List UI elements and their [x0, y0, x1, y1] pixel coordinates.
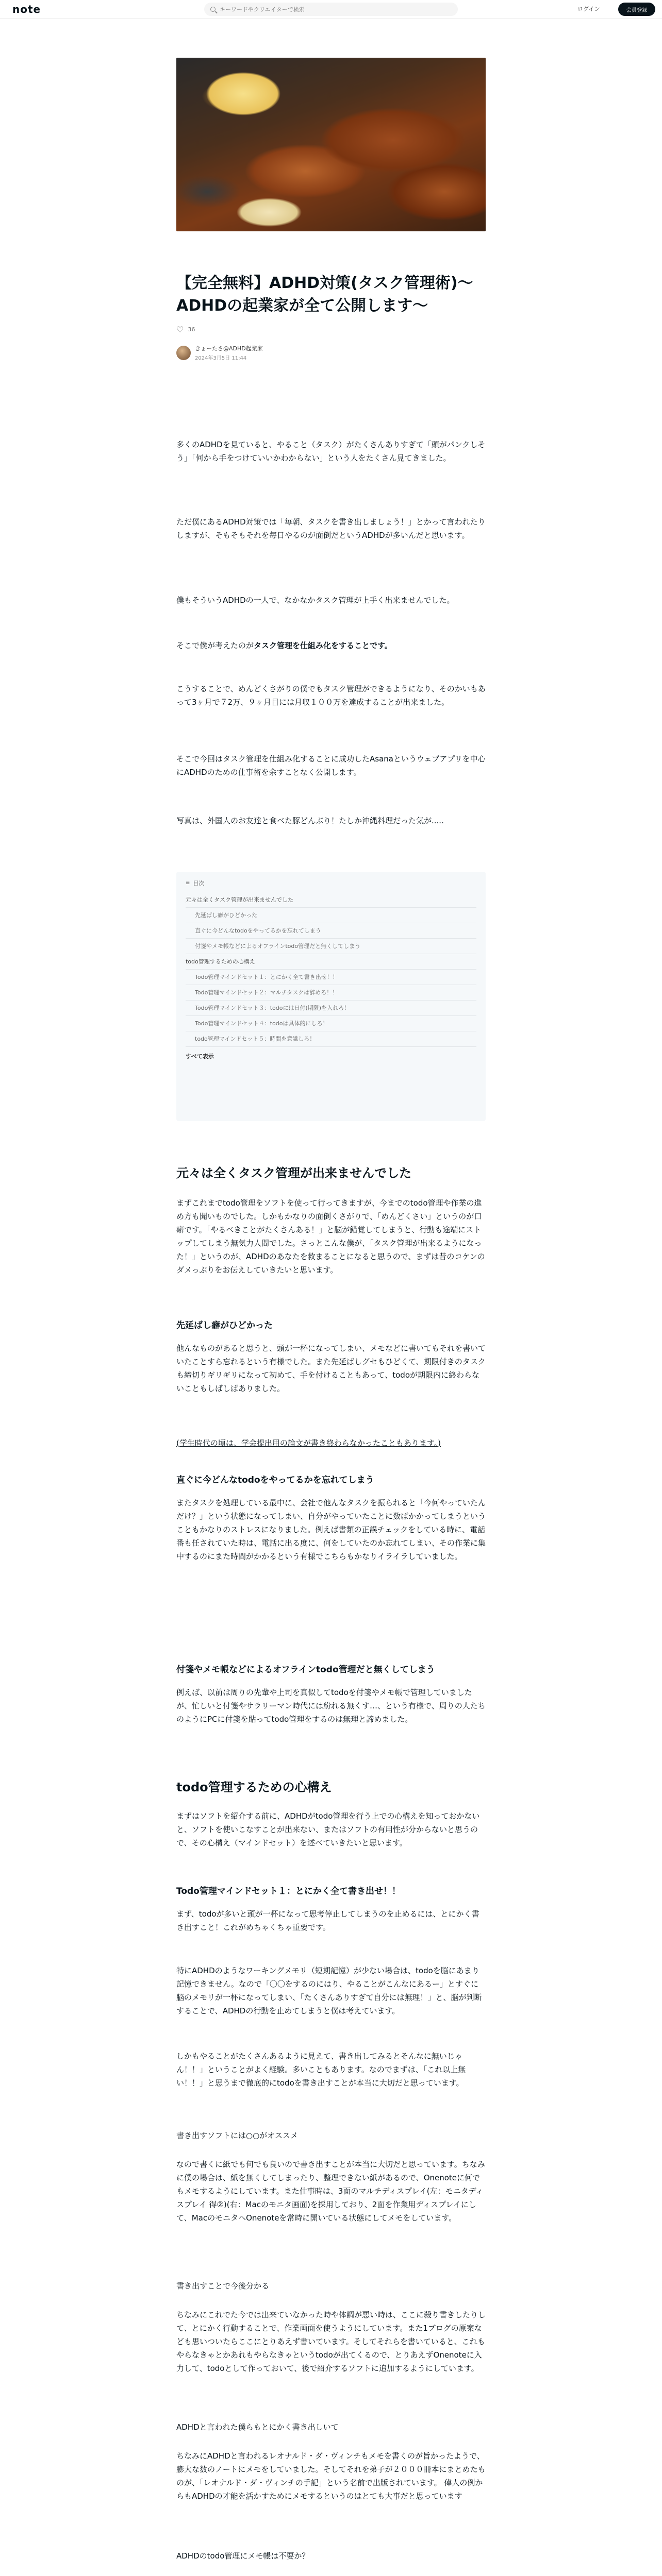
publish-date: 2024年3月5日 11:44 [195, 355, 247, 361]
paragraph: (学生時代の頃は、学会提出用の論文が書き終わらなかったこともあります。) [176, 1438, 441, 1448]
paragraph: まずこれまでtodo管理をソフトを使って行ってきますが、今までのtodo管理や作業の進め方も聞いものでした。しかもかなりの面倒くさがりで、「めんどくさい」というのが口癖です。「やるべきことがたくさんある！」と脳が錯覚してしまうと、行動も途端にストップしてしまう無気力人間でした。さっとこんな僕が、「タスク管理が出来るようになった！」というのが、ADHDのあなたを救まることになると思うので、まずは昔のコケンのダメっぷりをお伝えしていきたいと思います。 [176, 1198, 485, 1275]
toc-item[interactable]: todo管理マインドセット５：時間を意識しろ！ [186, 1031, 476, 1047]
section-heading: 元々は全くタスク管理が出来ませんでした [176, 1166, 411, 1180]
paragraph: またタスクを処理している最中に、会社で他んなタスクを振られると「今何やっていたんだけ？」という状態になってしまい、自分がやっていたことに数ばかかってしまうということもかなりのストレスになりました。例えば書類の正誤チェックをしている時に、電話番も任されていた時は、電話に出る度に、何をしていたのか忘れてしまい、その作業に集中するのにまた時間がかかるという有様でこちらもかなりイライラしていました。 [176, 1498, 486, 1561]
author-name[interactable]: きょーたさ@ADHD起業家 [195, 345, 263, 352]
paragraph: 他んなものがあると思うと、頭が一杯になってしまい、メモなどに書いてもそれを書いていたことすら忘れるという有様でした。また先延ばしグセもひどくて、期限付きのタスクも締切りギリギリになって初めて、手を付けることもあって、todoが期限内に終わらないこともしばしばありました。 [176, 1344, 486, 1393]
article-title: 【完全無料】ADHD対策(タスク管理術)〜ADHDの起業家が全て公開します〜 [176, 274, 473, 315]
toc-item[interactable]: Todo管理マインドセット１：とにかく全て書き出せ！！ [186, 970, 476, 985]
author-block[interactable] [176, 344, 263, 361]
avatar[interactable] [176, 346, 191, 360]
paragraph: 書き出すソフトには○○がオススメ [176, 2131, 299, 2140]
toc-item[interactable]: 先延ばし癖がひどかった [186, 908, 476, 923]
site-header [0, 0, 662, 19]
like-row [176, 325, 195, 334]
paragraph: 例えば、以前は周りの先輩や上司を真似してtodoを付箋やメモ帳で管理していましたが、忙しいと付箋やサラリーマン時代には紛れる無くす…、という有様で、周りの人たちのようにPCに付箋を貼ってtodo管理をするのは無理と諦めました。 [176, 1688, 486, 1724]
paragraph: しかもやることがたくさんあるように見えて、書き出してみるとそんなに無いじゃん！！」ということがよく経験。多いこともあります。なのでまずは、「これ以上無い！！」と思うまで徹底的にtodoを書き出すことが本当に大切だと思っています。 [176, 2052, 466, 2088]
paragraph: そこで僕が考えたのがタスク管理を仕組み化をすることです。 [176, 641, 392, 650]
signup-button[interactable]: 会員登録 [618, 3, 655, 16]
paragraph: ちなみにADHDと言われるレオナルド・ダ・ヴィンチもメモを書くのが旨かったようで、膨大な数のノートにメモをしていました。そしてそれを弟子が２０００冊本にまとめたものが、「レオナルド・ダ・ヴィンチの手記」という名前で出版されています。 偉人の例からもADHDの才能を活かすためにメモするというのはとても大事だと思っています [176, 2451, 486, 2501]
hero-image [176, 58, 486, 231]
paragraph: まず、todoが多いと頭が一杯になって思考停止してしまうのを止めるには、とにかく書き出すこと！これがめちゃくちゃ重要です。 [176, 1909, 479, 1932]
login-link[interactable]: ログイン [577, 6, 600, 12]
toc-item[interactable]: Todo管理マインドセット３：todoには日付(期限)を入れろ！ [186, 1001, 476, 1016]
bold-text: タスク管理を仕組み化をすることです。 [254, 641, 392, 650]
subsection-heading: 付箋やメモ帳などによるオフラインtodo管理だと無くしてしまう [176, 1665, 435, 1675]
list-icon: ≡ [186, 880, 190, 886]
search-bar[interactable] [204, 3, 458, 16]
paragraph: なので書くに紙でも何でも良いので書き出すことが本当に大切だと思っています。ちなみに僕の場合は、紙を無くしてしまったり、整理できない紙があるので、Onenoteに何でもメモするようにしています。また仕事時は、3面のマルチディスプレイ(左：モニタディスプレイ 得②)(右：Macのモニタ画面)を採用しており、2面を作業用ディスプレイにして、MacのモニタヘOnenoteを常時に開いている状態にしてメモをしています。 [176, 2160, 485, 2223]
paragraph: こうすることで、めんどくさがりの僕でもタスク管理ができるようになり、そのかいもあって3ヶ月で７2万、９ヶ月目には月収１００万を達成することが出来ました。 [176, 684, 486, 707]
paragraph: ADHDのtodo管理にメモ帳は不要か？ [176, 2551, 310, 2561]
toc-item[interactable]: Todo管理マインドセット４：todoは具体的にしろ！ [186, 1016, 476, 1031]
subsection-heading: 先延ばし癖がひどかった [176, 1320, 273, 1331]
toc-item[interactable]: 付箋やメモ帳などによるオフラインtodo管理だと無くしてしまう [186, 939, 476, 954]
heart-icon[interactable]: ♡ [176, 325, 184, 334]
toc-item[interactable]: Todo管理マインドセット２：マルチタスクは辞めろ！！ [186, 985, 476, 1001]
paragraph: ADHDと言われた僕らもとにかく書き出しいて [176, 2422, 339, 2432]
search-input[interactable] [220, 6, 446, 13]
paragraph: 特にADHDのようなワーキングメモリ（短期記憶）が少ない場合は、todoを脳にあまり記憶できません。なので「〇〇をするのにはり、やることがこんなにあるー」とすぐに脳のメモリが一杯になってしまい、「たくさんありすぎて自分には無理！」と、脳が判断することで、ADHDの行動を止めてしまうと僕は考えています。 [176, 1966, 482, 2015]
like-count: 36 [188, 326, 195, 333]
table-of-contents [176, 872, 486, 1121]
paragraph: 書き出すことで今後分かる [176, 2281, 270, 2291]
search-icon [210, 7, 216, 12]
paragraph: 多くのADHDを見ていると、やること（タスク）がたくさんありすぎて「頭がパンクしそう」「何から手をつけていいかわからない」という人をたくさん見てきました。 [176, 440, 486, 463]
note-logo[interactable]: note [12, 3, 41, 15]
subsection-heading: Todo管理マインドセット１：とにかく全て書き出せ！！ [176, 1886, 401, 1896]
paragraph: まずはソフトを紹介する前に、ADHDがtodo管理を行う上での心構えを知っておかないと、ソフトを使いこなすことが出来ない、またはソフトの有用性が分からないと思うので、その心構え（マインドセット）を述べていきたいと思います。 [176, 1811, 480, 1848]
paragraph: ただ僕にあるADHD対策では「毎朝、タスクを書き出しましょう！」とかって言われたりしますが、そもそもそれを毎日やるのが面倒だというADHDが多いんだと思います。 [176, 517, 486, 540]
toc-show-all-button[interactable]: すべて表示 [186, 1053, 214, 1060]
paragraph: ちなみにこれでた今では出来ていなかった時や体調が悪い時は、ここに殺り書きしたりして、とにかく行動することで、作業画面を使うようにしています。また1ブログの原案なども思いついたらここにとりあえず書いています。そしてそれらを書いていると、これもやらなきゃとかあれもやらなきゃというtodoが出てくるので、とりあえずOnenoteに入力して、todoとして作っておいて、後で紹介するソフトに追加するようにしています。 [176, 2310, 486, 2373]
paragraph: 写真は、外国人のお友達と食べた豚どんぶり！たしか沖縄料理だった気が..... [176, 816, 444, 825]
toc-item[interactable]: todo管理するための心構え [186, 954, 476, 970]
toc-item[interactable]: 元々は全くタスク管理が出来ませんでした [186, 892, 476, 908]
toc-item[interactable]: 直ぐに今どんなtodoをやってるかを忘れてしまう [186, 923, 476, 939]
section-heading: todo管理するための心構え [176, 1780, 332, 1794]
paragraph: そこで今回はタスク管理を仕組み化することに成功したAsanaというウェブアプリを中心にADHDのための仕事術を余すことなく公開します。 [176, 754, 486, 777]
toc-header[interactable]: ≡ 目次 [186, 880, 205, 887]
paragraph: 僕もそういうADHDの一人で、なかなかタスク管理が上手く出来ませんでした。 [176, 596, 455, 605]
subsection-heading: 直ぐに今どんなtodoをやってるかを忘れてしまう [176, 1475, 374, 1485]
